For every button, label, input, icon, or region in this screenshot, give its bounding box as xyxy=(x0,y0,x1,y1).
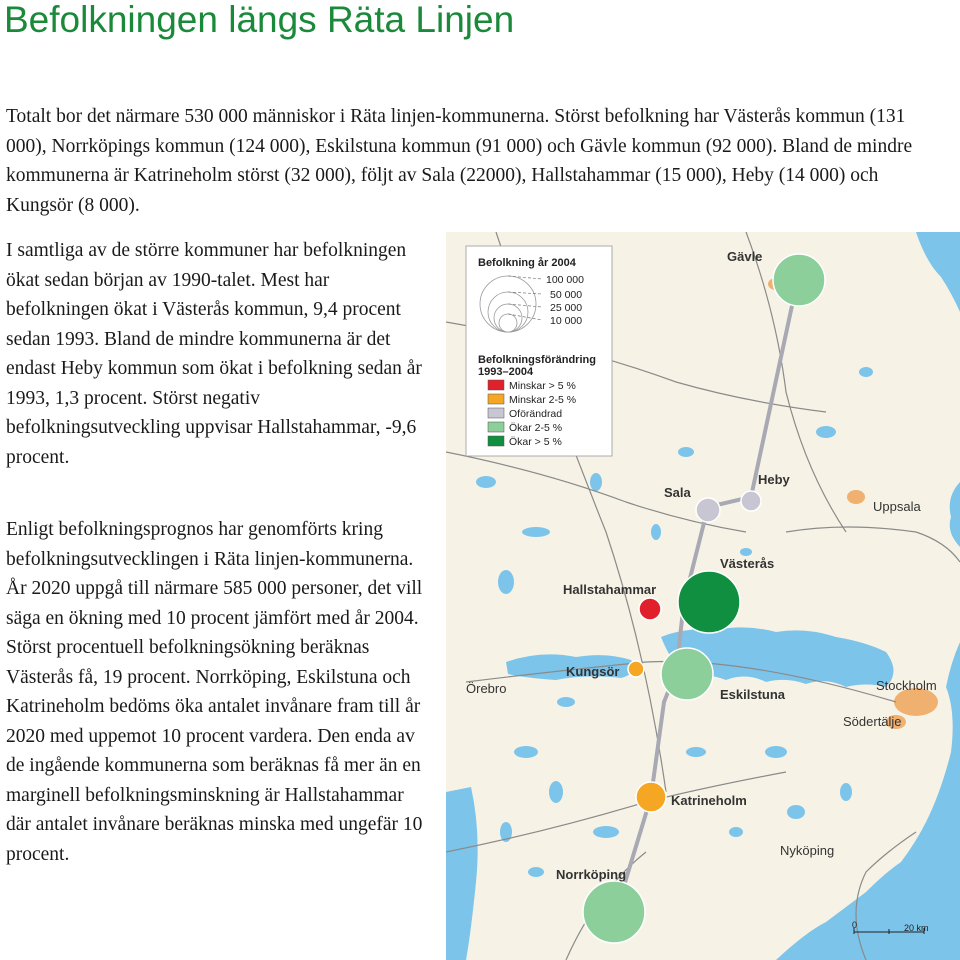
label-katrineholm: Katrineholm xyxy=(671,793,747,808)
legend-change-title-1: Befolkningsförändring xyxy=(478,354,596,366)
circle-heby xyxy=(741,491,761,511)
legend-size-value-2: 50 000 xyxy=(550,289,583,301)
legend-change-title-2: 1993–2004 xyxy=(478,366,534,378)
legend-swatch-okar-5 xyxy=(488,436,504,446)
legend-label-oforandrad: Oförändrad xyxy=(509,408,563,420)
legend-swatch-okar-2-5 xyxy=(488,422,504,432)
label-heby: Heby xyxy=(758,472,790,487)
circle-kungsor xyxy=(628,661,644,677)
label-sala: Sala xyxy=(664,485,691,500)
legend-swatch-minskar-2-5 xyxy=(488,394,504,404)
label-orebro: Örebro xyxy=(466,681,507,696)
legend-size-value-3: 25 000 xyxy=(550,302,583,314)
paragraph-population-growth xyxy=(6,236,428,472)
label-nykoping: Nyköping xyxy=(780,843,835,858)
scale-end: 20 km xyxy=(904,923,929,933)
circle-katrineholm xyxy=(636,782,666,812)
circle-hallstahammar xyxy=(639,598,661,620)
legend-size-title: Befolkning år 2004 xyxy=(478,257,576,269)
label-kungsor: Kungsör xyxy=(566,664,620,679)
circle-norrkoping xyxy=(583,881,645,943)
legend-label-minskar-2-5: Minskar 2-5 % xyxy=(509,394,577,406)
circle-gavle xyxy=(773,254,825,306)
paragraph-population-growth-text: I samtliga av de större kommuner har befolkningen ökat sedan början av 1990-talet. Mest har befolkningen ökat i Västerås kommun, 9,4 procent sedan 1993. Bland de mindre kommunerna är det endast Heby kommun som ökat i befolkning sedan år 1993, 1,3 procent. Störst negativ befolkningsutveckling uppvisar Hallstahammar, -9,6 procent. xyxy=(6,240,422,468)
label-stockholm: Stockholm xyxy=(876,678,937,693)
paragraph-forecast xyxy=(6,515,428,869)
population-map xyxy=(446,232,960,960)
legend-size-value-4: 10 000 xyxy=(550,315,583,327)
page-title: Befolkningen längs Räta Linjen xyxy=(4,0,515,40)
circle-vasteras xyxy=(678,571,740,633)
label-norrkoping: Norrköping xyxy=(556,867,627,882)
label-vasteras: Västerås xyxy=(720,556,775,571)
legend-swatch-minskar-5 xyxy=(488,380,504,390)
label-uppsala: Uppsala xyxy=(873,499,921,514)
scale-zero: 0 xyxy=(852,920,858,930)
legend-swatch-oforandrad xyxy=(488,408,504,418)
intro-paragraph: Totalt bor det närmare 530 000 människor i Räta linjen-kommunerna. Störst befolkning har Västerås kommun (131 000), Norrköpings kommun (124 000), Eskilstuna kommun (91 000) och Gävle kommun (92 000). Bland de mindre kommunerna är Katrineholm störst (32 000), följt av Sala (22000), Hallstahammar (15 000), Heby (14 000) och Kungsör (8 000). xyxy=(6,106,913,216)
legend-label-okar-2-5: Ökar 2-5 % xyxy=(509,422,563,434)
paragraph-forecast-text: Enligt befolkningsprognos har genomförts kring befolkningsutvecklingen i Räta linjen-kommunerna. År 2020 uppgå till närmare 585 000 personer, det vill säga en ökning med 10 procent jämfört med år 2004. Störst procentuell befolkningsökning beräknas Västerås få, 19 procent. Norrköping, Eskilstuna och Katrineholm bedöms öka antalet invånare fram till år 2020 med uppemot 10 procent vardera. Den enda av de ingående kommunerna som beräknas få mer än en marginell befolkningsminskning är Hallstahammar där antalet invånare beräknas minska med ungefär 10 procent. xyxy=(6,519,423,865)
legend-size-value-1: 100 000 xyxy=(546,274,584,286)
map-legend xyxy=(466,246,612,456)
circle-eskilstuna xyxy=(661,648,713,700)
label-sodertalje: Södertälje xyxy=(843,714,902,729)
legend-label-minskar-5: Minskar > 5 % xyxy=(509,380,576,392)
circle-sala xyxy=(696,498,720,522)
label-eskilstuna: Eskilstuna xyxy=(720,687,786,702)
legend-label-okar-5: Ökar > 5 % xyxy=(509,436,562,448)
label-hallstahammar: Hallstahammar xyxy=(563,582,657,597)
label-gavle: Gävle xyxy=(727,249,763,264)
